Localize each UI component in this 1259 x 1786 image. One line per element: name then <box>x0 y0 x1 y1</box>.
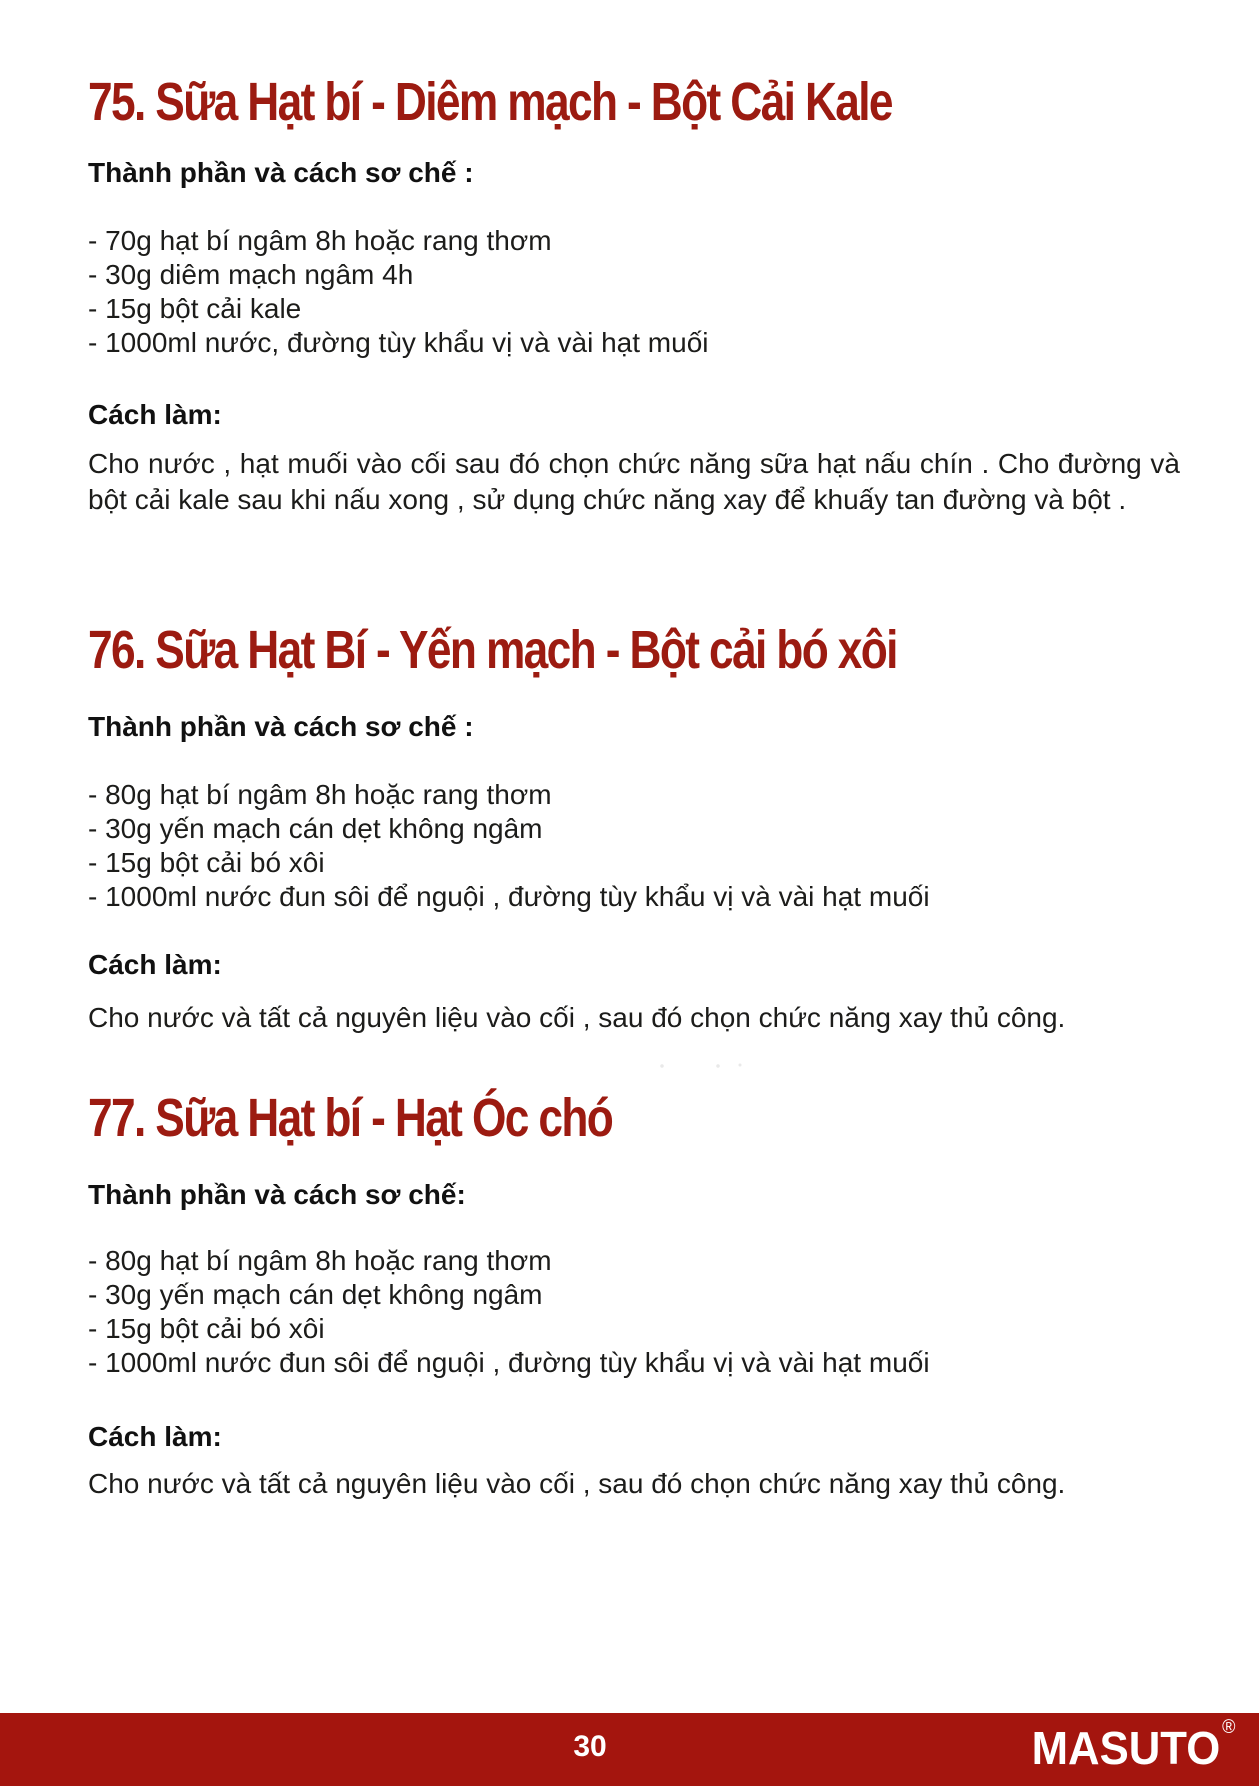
ingredient-line: - 80g hạt bí ngâm 8h hoặc rang thơm <box>88 1245 552 1276</box>
ingredient-line: - 1000ml nước, đường tùy khẩu vị và vài hạt muối <box>88 327 709 358</box>
ingredients-heading-75: Thành phần và cách sơ chế : <box>88 157 474 188</box>
ingredient-line: - 30g yến mạch cán dẹt không ngâm <box>88 813 543 844</box>
method-text-77: Cho nước và tất cả nguyên liệu vào cối , sau đó chọn chức năng xay thủ công. <box>88 1468 1066 1499</box>
scan-artifact <box>658 1062 748 1070</box>
ingredient-line: - 15g bột cải bó xôi <box>88 1313 325 1344</box>
ingredients-list-77 <box>88 1244 930 1380</box>
ingredient-line: - 15g bột cải kale <box>88 293 302 324</box>
recipe-title-77: 77. Sữa Hạt bí - Hạt Óc chó <box>88 1088 613 1148</box>
ingredient-line: - 15g bột cải bó xôi <box>88 847 325 878</box>
footer-bar <box>0 1713 1259 1786</box>
method-heading-77: Cách làm: <box>88 1421 222 1452</box>
method-heading-76: Cách làm: <box>88 949 222 980</box>
ingredient-line: - 80g hạt bí ngâm 8h hoặc rang thơm <box>88 779 552 810</box>
ingredients-heading-77: Thành phần và cách sơ chế: <box>88 1179 466 1210</box>
ingredient-line: - 1000ml nước đun sôi để nguội , đường tùy khẩu vị và vài hạt muối <box>88 1347 930 1378</box>
method-text-76: Cho nước và tất cả nguyên liệu vào cối , sau đó chọn chức năng xay thủ công. <box>88 1002 1066 1033</box>
method-heading-75: Cách làm: <box>88 399 222 430</box>
ingredients-list-75 <box>88 224 709 360</box>
ingredients-list-76 <box>88 778 930 914</box>
ingredients-heading-76: Thành phần và cách sơ chế : <box>88 711 474 742</box>
registered-mark: ® <box>1221 1717 1235 1738</box>
recipe-title-75: 75. Sữa Hạt bí - Diêm mạch - Bột Cải Kale <box>88 72 892 132</box>
brand-text: MASUTO <box>1031 1722 1220 1774</box>
brand-logo <box>1031 1717 1235 1775</box>
page-number: 30 <box>573 1730 607 1763</box>
ingredient-line: - 70g hạt bí ngâm 8h hoặc rang thơm <box>88 225 552 256</box>
ingredient-line: - 30g yến mạch cán dẹt không ngâm <box>88 1279 543 1310</box>
ingredient-line: - 1000ml nước đun sôi để nguội , đường tùy khẩu vị và vài hạt muối <box>88 881 930 912</box>
recipe-title-76: 76. Sữa Hạt Bí - Yến mạch - Bột cải bó xôi <box>88 620 897 680</box>
ingredient-line: - 30g diêm mạch ngâm 4h <box>88 259 414 290</box>
method-text-75: Cho nước , hạt muối vào cối sau đó chọn chức năng sữa hạt nấu chín . Cho đường và bột cải kale sau khi nấu xong , sử dụng chức năng xay để khuấy tan đường và bột . <box>88 448 1180 515</box>
